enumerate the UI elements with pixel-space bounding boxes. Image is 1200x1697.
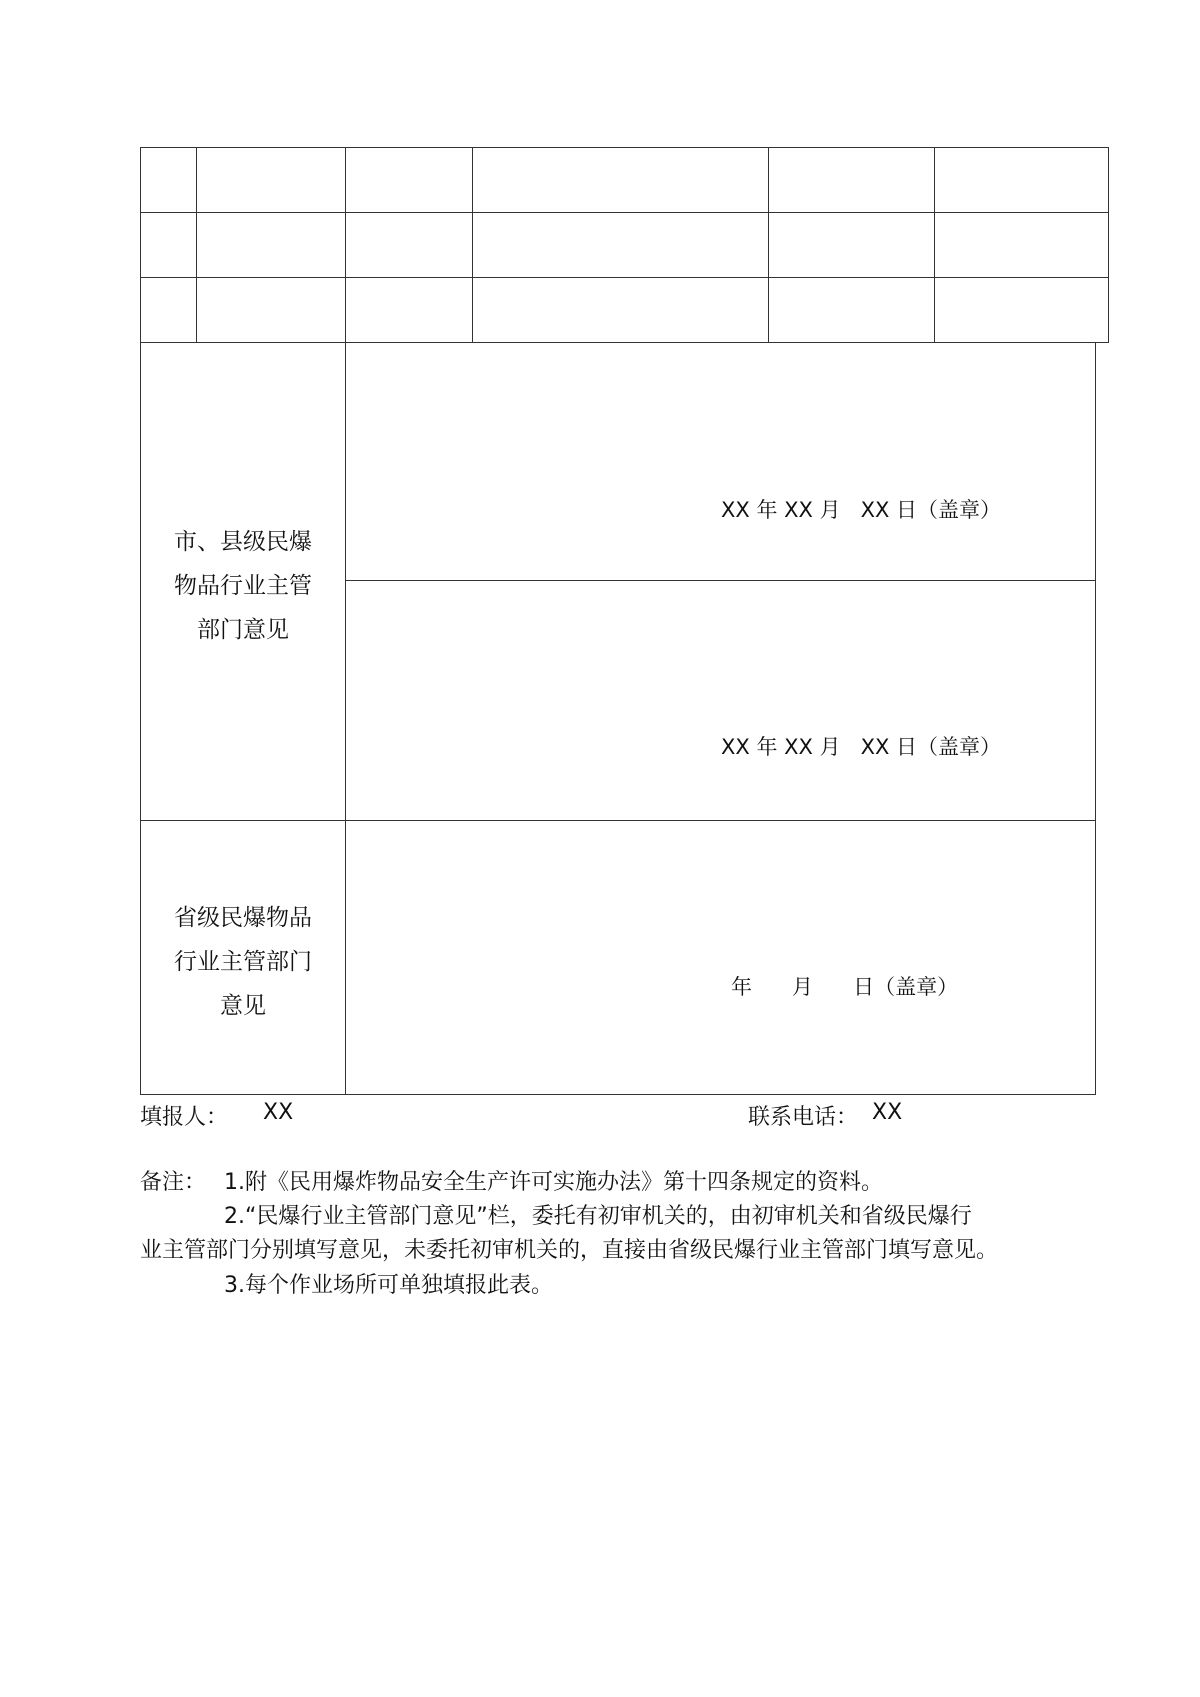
date-stamp: XX 年 XX 月 XX 日（盖章） [721,498,1002,522]
date-stamp: XX 年 XX 月 XX 日（盖章） [721,735,1002,759]
grid-line [472,147,473,343]
grid-line [140,342,1109,343]
provincial-opinion-label [141,896,345,1028]
grid-line [140,212,1109,213]
grid-line [934,147,935,343]
city-county-opinion-label [141,520,345,652]
note-item-3: 3.每个作业场所可单独填报此表。 [224,1273,553,1298]
grid-line [140,1094,1096,1095]
grid-line [1095,342,1096,1095]
label-line: 物品行业主管 [174,573,312,599]
date-stamp: 年 月 日（盖章） [731,975,959,999]
note-item-2-continued: 业主管部门分别填写意见，未委托初审机关的，直接由省级民爆行业主管部门填写意见。 [140,1238,999,1263]
grid-line [768,147,769,343]
label-line: 省级民爆物品 [174,905,312,931]
phone-value: XX [872,1100,903,1125]
grid-line [345,147,346,343]
grid-line [345,580,1096,581]
label-line: 行业主管部门 [174,949,312,975]
label-line: 部门意见 [197,617,289,643]
grid-line [196,147,197,343]
label-line: 意见 [220,993,266,1019]
phone-label: 联系电话： [748,1105,859,1130]
notes-label: 备注： [140,1170,207,1195]
grid-line [140,820,1096,821]
note-item-2: 2.“民爆行业主管部门意见”栏，委托有初审机关的，由初审机关和省级民爆行 [224,1204,972,1229]
grid-line [140,277,1109,278]
note-item-1: 1.附《民用爆炸物品安全生产许可实施办法》第十四条规定的资料。 [224,1170,883,1195]
grid-line [1108,147,1109,343]
filler-label: 填报人： [140,1105,229,1130]
grid-line [345,342,346,1095]
filler-value: XX [263,1100,294,1125]
label-line: 市、县级民爆 [174,529,312,555]
grid-line [140,147,1109,148]
grid-line [140,147,141,343]
